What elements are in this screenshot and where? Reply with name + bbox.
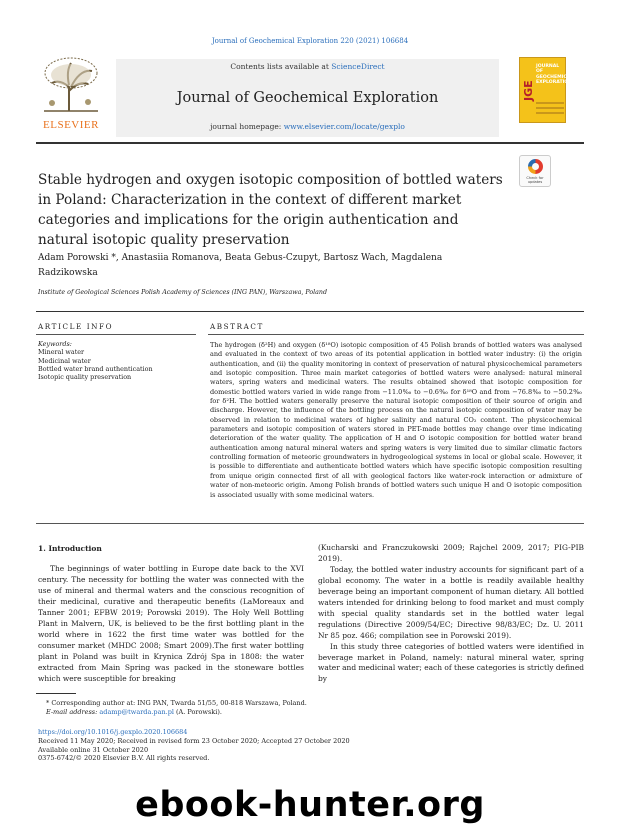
publication-info: [38, 728, 438, 763]
keywords-label: Keywords:: [38, 340, 72, 348]
paragraph-continuation: (Kucharski and Franczukowski 2009; Rajchel 2009, 2017; PIG-PIB 2019).: [318, 543, 584, 563]
article-info-heading: ARTICLE INFO: [38, 322, 114, 331]
elsevier-wordmark: ELSEVIER: [43, 119, 99, 131]
received-dates: Received 11 May 2020; Received in revised form 23 October 2020; Accepted 27 October 2020: [38, 736, 350, 745]
article-title: Stable hydrogen and oxygen isotopic composition of bottled waters in Poland: Characterization in the context of different market categories and implications for the origin authentication and natural isotopic quality preservation: [38, 172, 503, 248]
cover-abbrev: JGE: [522, 80, 535, 102]
footnote-address: * Corresponding author at: ING PAN, Twarda 51/55, 00-818 Warszawa, Poland.: [46, 699, 307, 707]
homepage-prefix: journal homepage:: [210, 122, 284, 131]
keyword-item: Bottled water brand authentication: [38, 364, 153, 373]
journal-header-box: [116, 59, 499, 137]
doi-link[interactable]: https://doi.org/10.1016/j.gexplo.2020.106684: [38, 728, 188, 736]
body-divider: [36, 523, 584, 524]
email-label: E-mail address:: [46, 708, 100, 716]
keyword-item: Mineral water: [38, 348, 85, 357]
journal-homepage-link[interactable]: www.elsevier.com/locate/gexplo: [283, 122, 405, 131]
journal-masthead: [36, 55, 584, 141]
paragraph: Today, the bottled water industry accounts for significant part of a global economy. The water in a bottle is readily available healthy beverage being an important component of human dietary. All bottled waters intended for drinking belong to food market and must comply with special quality standards set in the bottled water legal regulations (Directive 2009/54/EC; Directive 98/83/EC; Dz. U. 2011 Nr 85 poz. 466; compilation see in Porowski 2019).: [318, 564, 584, 640]
paragraph: In this study three categories of bottled waters were identified in beverage market in Poland, namely: natural mineral water, spring water and medicinal water; each of these categories is strictly defined by: [318, 641, 584, 684]
elsevier-tree-icon: [40, 57, 102, 113]
author-affiliation: Institute of Geological Sciences Polish Academy of Sciences (ING PAN), Warszawa, Poland: [38, 289, 327, 296]
corresponding-author-footnote: [46, 699, 346, 717]
paragraph: The beginnings of water bottling in Europe date back to the XVI century. The necessity for bottling the water was connected with the use of mineral and thermal waters and the conscious recognition of their medicinal, curative and therapeutic benefits (LaMoreaux and Tanner 2001; EFBW 2019; Porowski 2019). The Holy Well Bottling Plant in Malvern, UK, is believed to be the first bottling plant in the world where in 1622 the first time water was bottled for the consumer market (MHDC 2008; Smart 2009).The first water bottling plant in Poland was built in Krynica Zdrój Spa in 1808: the water extracted from Main Spring was packed in the stoneware bottles which were susceptible for breaking: [38, 564, 304, 683]
keywords-block: [38, 340, 198, 381]
homepage-line: [116, 122, 499, 131]
contents-prefix: Contents lists available at: [230, 62, 332, 71]
keyword-item: Medicinal water: [38, 356, 91, 365]
contents-line: [116, 62, 499, 71]
email-suffix: (A. Porowski).: [173, 708, 222, 716]
journal-cover-thumbnail[interactable]: [519, 57, 574, 123]
abstract-heading: ABSTRACT: [210, 322, 264, 331]
check-updates-label: Check for updates: [526, 176, 544, 184]
available-online: Available online 31 October 2020: [38, 745, 149, 754]
footnote-rule: [36, 693, 76, 694]
body-column-right: [318, 543, 584, 685]
elsevier-logo[interactable]: [36, 55, 106, 139]
cover-decoration: [536, 102, 564, 120]
author-email-link[interactable]: adamp@twarda.pan.pl: [99, 708, 174, 716]
footnote-email-line: [46, 708, 346, 717]
article-info-rule: [36, 334, 196, 335]
abstract-text: The hydrogen (δ²H) and oxygen (δ¹⁸O) isotopic composition of 45 Polish brands of bottled waters was analysed and evaluated in the context of two areas of its potential application in bottled water industry: (i) the origin authentication, and (ii) the quality monitoring in context of preservation of natural physicochemical parameters and isotopic composition. Three main market categories of bottled waters were analysed: natural mineral waters, spring waters and medicinal waters. The results obtained showed that isotopic composition for domestic bottled waters varied in wide range from −11.0‰ to −0.6‰ for δ¹⁸O and from −76.8‰ to −50.2‰ for δ²H. The bottled waters generally preserve the natural isotopic composition of their source of origin and discharge. However, the influence of the bottling process on the natural isotopic composition of water may be observed in relation to medicinal waters of higher salinity and natural CO₂ content. The physicochemical parameters and isotopic composition of waters stored in PET-made bottles may change over time indicating deterioration of the water quality. The application of H and O isotopic composition for bottled water brand authentication among natural mineral waters and spring waters is very limited due to similar climatic factors controlling formation of meteoric groundwaters in hydrogeological systems in local or global scale. However, it is possible to differentiate and authenticate bottled waters which have specific isotopic composition resulting from unique origin connected first of all with geological factors like water-rock interaction or admixture of water of non-meteoric origin. Among Polish brands of bottled waters such unique H and O isotopic composition is associated usually with some medicinal waters.: [210, 341, 582, 499]
body-column-left: [38, 564, 304, 684]
crossmark-icon: [528, 159, 543, 174]
copyright-line: 0375-6742/© 2020 Elsevier B.V. All rights reserved.: [38, 754, 210, 763]
abstract-rule: [208, 334, 584, 335]
section-heading-introduction: 1. Introduction: [38, 544, 102, 553]
section-divider: [36, 311, 584, 312]
author-list[interactable]: Adam Porowski *, Anastasiia Romanova, Beata Gebus-Czupyt, Bartosz Wach, Magdalena Radzikowska: [38, 253, 443, 278]
check-for-updates-button[interactable]: [519, 155, 551, 187]
sciencedirect-link[interactable]: ScienceDirect: [331, 62, 385, 71]
header-divider: [36, 142, 584, 144]
keyword-item: Isotopic quality preservation: [38, 373, 132, 382]
journal-citation[interactable]: Journal of Geochemical Exploration 220 (2021) 106684: [211, 37, 409, 45]
cover-title: JOURNAL OF GEOCHEMICAL EXPLORATION: [536, 64, 574, 86]
watermark-text: ebook-hunter.org: [135, 785, 485, 825]
journal-title: Journal of Geochemical Exploration: [176, 90, 439, 106]
